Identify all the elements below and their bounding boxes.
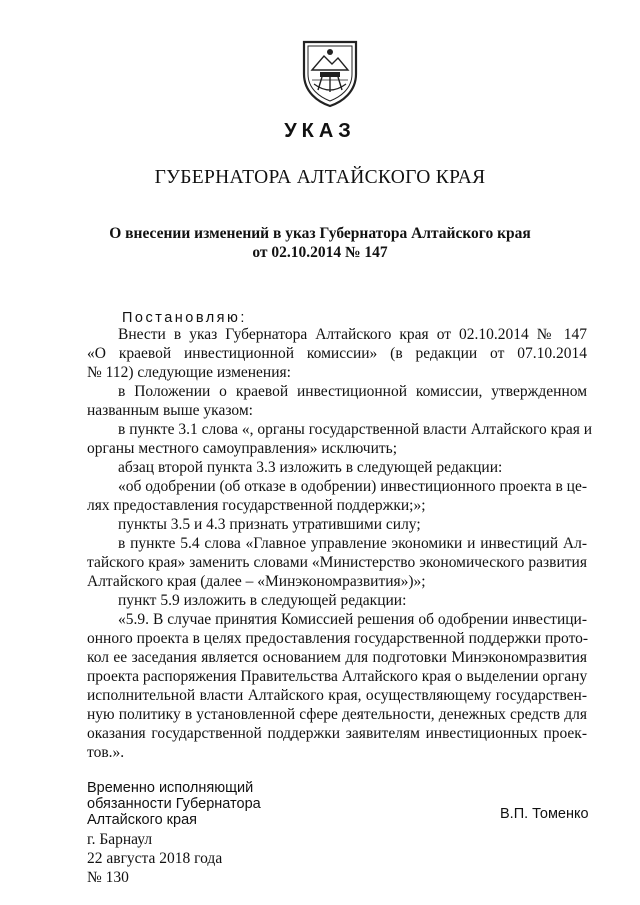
body-line: тайского края» заменить словами «Министерство экономического развития — [87, 554, 587, 571]
body-line: Внести в указ Губернатора Алтайского края от 02.10.2014 № 147 — [118, 326, 587, 343]
body-line: Алтайского края (далее – «Минэкономразвития»)»; — [87, 573, 426, 590]
subject-line-1: О внесении изменений в указ Губернатора Алтайского края — [109, 225, 531, 242]
signatory-name: В.П. Томенко — [500, 806, 589, 822]
body-line: «5.9. В случае принятия Комиссией решения об одобрении инвестици- — [118, 611, 587, 628]
issue-date: 22 августа 2018 года — [87, 850, 223, 867]
issue-city: г. Барнаул — [87, 831, 153, 848]
body-line: пункты 3.5 и 4.3 признать утратившими силу; — [118, 516, 421, 533]
issuer-title: ГУБЕРНАТОРА АЛТАЙСКОГО КРАЯ — [154, 167, 486, 188]
body-line: «об одобрении (об отказе в одобрении) инвестиционного проекта в це- — [118, 478, 587, 495]
body-line: в пункте 5.4 слова «Главное управление экономики и инвестиций Ал- — [118, 535, 587, 552]
body-line: проекта распоряжения Правительства Алтайского края о выделении органу — [87, 668, 588, 685]
postanovlyayu-heading: Постановляю: — [122, 310, 247, 326]
body-line: лях предоставления государственной поддержки;»; — [87, 497, 426, 514]
body-line: пункт 5.9 изложить в следующей редакции: — [118, 592, 407, 609]
document-type-title: УКАЗ — [284, 120, 356, 142]
body-line: абзац второй пункта 3.3 изложить в следующей редакции: — [118, 459, 503, 476]
signatory-position — [87, 780, 261, 828]
body-line: онного проекта в целях предоставления государственной поддержки прото- — [87, 630, 589, 647]
body-line: названным выше указом: — [87, 402, 253, 419]
subject-line-2: от 02.10.2014 № 147 — [252, 244, 388, 261]
signatory-position-line: Временно исполняющий — [87, 780, 254, 796]
body-line: «О краевой инвестиционной комиссии» (в редакции от 07.10.2014 — [87, 345, 587, 362]
body-line: органы местного самоуправления» исключить; — [87, 440, 398, 457]
body-line: № 112) следующие изменения: — [87, 364, 291, 381]
body-line: в Положении о краевой инвестиционной комиссии, утвержденном — [118, 383, 587, 400]
body-line: оказания государственной поддержки заявителям инвестиционных проек- — [87, 725, 587, 742]
body-line: тов.». — [87, 744, 125, 761]
decree-number: № 130 — [87, 869, 129, 886]
body-line: исполнительной власти Алтайского края, осуществляющему государствен- — [87, 687, 587, 704]
altai-krai-coat-of-arms-icon — [298, 36, 362, 108]
signatory-position-line: обязанности Губернатора — [87, 796, 261, 812]
body-line: ную политику в установленной сфере деятельности, денежных средств для — [87, 706, 587, 723]
body-line: в пункте 3.1 слова «, органы государственной власти Алтайского края и — [118, 421, 593, 438]
signatory-position-line: Алтайского края — [87, 812, 197, 828]
body-line: кол ее заседания является основанием для подготовки Минэкономразвития — [87, 649, 587, 666]
